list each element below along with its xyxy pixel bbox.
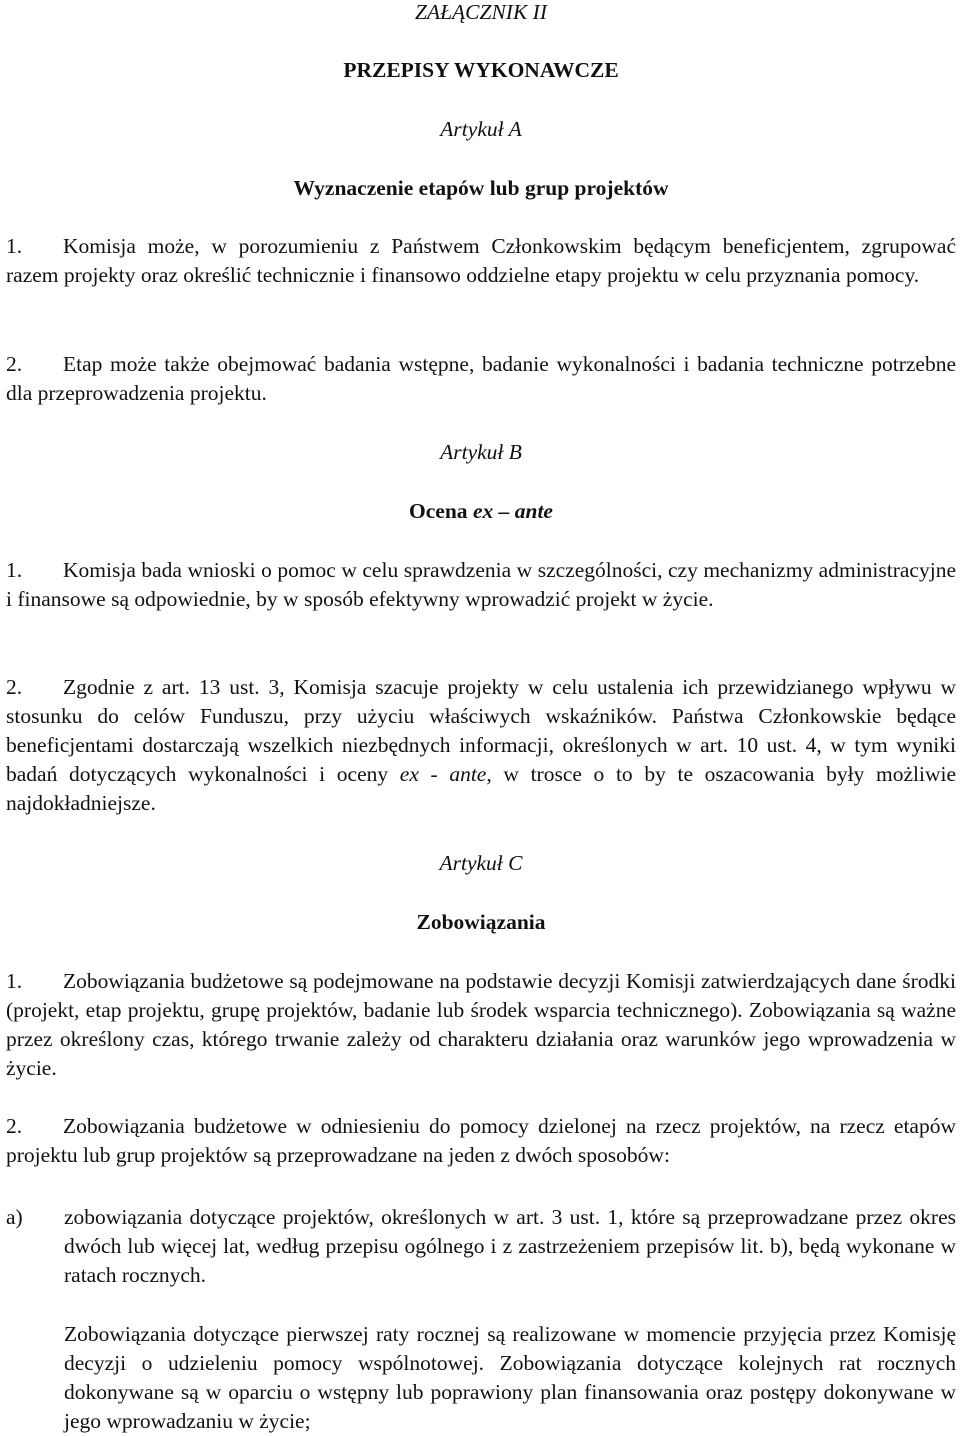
paragraph-text-a: Zgodnie z art. 13 ust. 3, Komisja szacuje projekty w celu ustalenia ich przewidzianego wpływu w stosunku do celów Funduszu, przy użyciu właściwych wskaźników. Państwa Członkowskie będące beneficjentami dostarczają wszelkich niezbędnych informacji, określonych w art. 10 ust. 4, w tym wyniki badań dotyczących wykonalności i oceny	[6, 675, 956, 786]
article-b-heading: Artykuł B	[440, 440, 522, 464]
list-item-letter-a: a)	[6, 1205, 23, 1229]
paragraph-number: 1.	[6, 234, 23, 258]
document-title: PRZEPISY WYKONAWCZE	[343, 58, 619, 82]
article-a-subtitle: Wyznaczenie etapów lub grup projektów	[293, 176, 669, 200]
paragraph-number: 2.	[6, 352, 23, 376]
article-a-paragraph-1	[6, 232, 956, 290]
list-item-a-text: zobowiązania dotyczące projektów, określonych w art. 3 ust. 1, które są przeprowadzane przez okres dwóch lub więcej lat, według przepisu ogólnego i z zastrzeżeniem przepisów lit. b), będą wykonane w ratach rocznych.	[64, 1205, 956, 1287]
article-b-paragraph-1	[6, 556, 956, 614]
article-c-paragraph-2	[6, 1112, 956, 1170]
article-b-subtitle	[6, 497, 956, 526]
article-a-paragraph-2	[6, 350, 956, 408]
annex-label: ZAŁĄCZNIK II	[414, 0, 547, 24]
paragraph-number: 1.	[6, 969, 23, 993]
article-c-heading: Artykuł C	[439, 851, 523, 875]
paragraph-number: 1.	[6, 558, 23, 582]
paragraph-text: Komisja może, w porozumieniu z Państwem Członkowskim będącym beneficjentem, zgrupować razem projekty oraz określić technicznie i finansowo oddzielne etapy projektu w celu przyznania pomocy.	[6, 234, 956, 287]
article-c-paragraph-1	[6, 967, 956, 1083]
list-item-a-continuation: Zobowiązania dotyczące pierwszej raty rocznej są realizowane w momencie przyjęcia przez Komisję decyzji o udzieleniu pomocy wspólnotowej. Zobowiązania dotyczące kolejnych rat rocznych dokonywane są w oparciu o wstępny lub poprawiony plan finansowania oraz postępy dokonywane w jego wprowadzaniu w życie;	[64, 1322, 956, 1433]
paragraph-text-b: , w trosce o to by te oszacowania były możliwie najdokładniejsze.	[6, 762, 957, 815]
article-c-subtitle: Zobowiązania	[416, 910, 546, 934]
subtitle-italic: ex – ante	[472, 499, 553, 523]
paragraph-text: Komisja bada wnioski o pomoc w celu sprawdzenia w szczególności, czy mechanizmy administracyjne i finansowe są odpowiednie, by w sposób efektywny wprowadzić projekt w życie.	[6, 558, 956, 611]
paragraph-text: Etap może także obejmować badania wstępne, badanie wykonalności i badania techniczne potrzebne dla przeprowadzenia projektu.	[6, 352, 956, 405]
paragraph-text: Zobowiązania budżetowe w odniesieniu do pomocy dzielonej na rzecz projektów, na rzecz etapów projektu lub grup projektów są przeprowadzane na jeden z dwóch sposobów:	[6, 1114, 956, 1167]
subtitle-bold: Ocena	[409, 499, 468, 523]
paragraph-text: Zobowiązania budżetowe są podejmowane na podstawie decyzji Komisji zatwierdzających dane środki (projekt, etap projektu, grupę projektów, badanie lub środek wsparcia technicznego). Zobowiązania są ważne przez określony czas, którego trwanie zależy od charakteru działania oraz warunków jego wprowadzenia w życie.	[6, 969, 956, 1080]
article-b-paragraph-2	[6, 673, 956, 818]
article-a-heading: Artykuł A	[440, 117, 522, 141]
paragraph-italic-term: ex - ante	[399, 762, 487, 786]
paragraph-number: 2.	[6, 1114, 23, 1138]
paragraph-number: 2.	[6, 675, 23, 699]
